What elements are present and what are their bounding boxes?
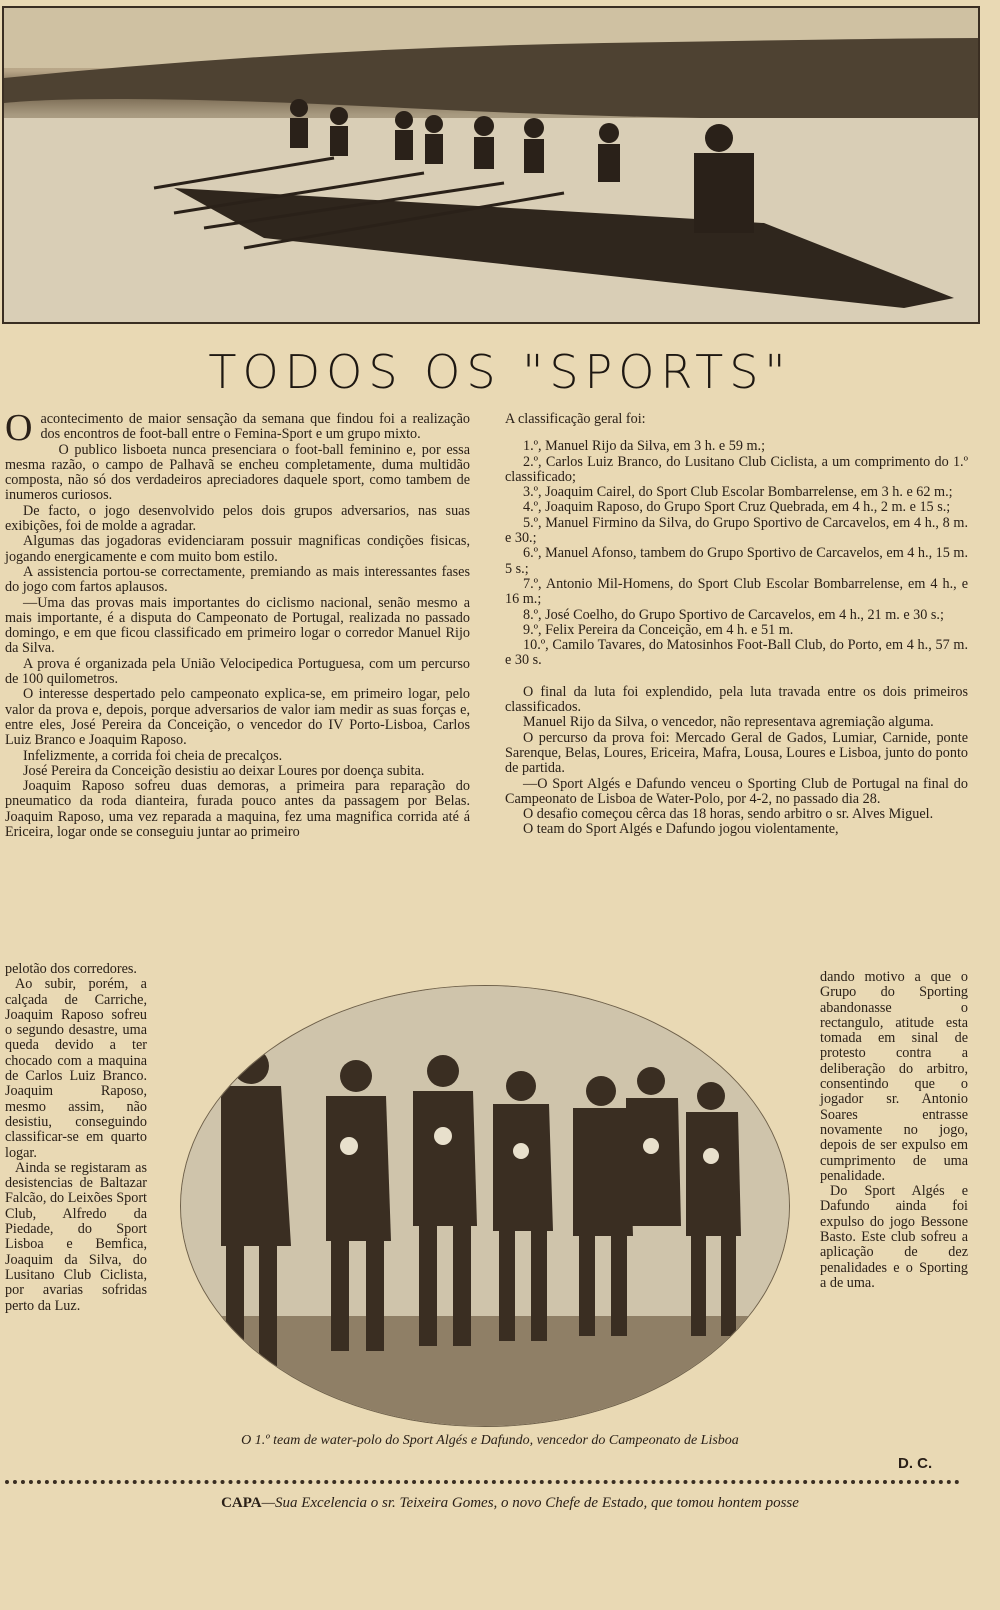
headline: TODOS OS "SPORTS" (208, 345, 792, 399)
list-item: 7.º, Antonio Mil-Homens, do Sport Club Escolar Bombarrelense, em 4 h., e 16 m.; (505, 575, 968, 608)
paragraph: —Uma das provas mais importantes do ciclismo nacional, senão mesmo a mais importante, é a disputa do Campeonato de Portugal, realizada no passado domingo, e em que ficou classificado em primeiro logar o corredor Manuel Rijo da Silva. (5, 594, 470, 657)
paragraph: O desafio começou cêrca das 18 horas, sendo arbitro o sr. Alves Miguel. (523, 806, 934, 823)
paragraph: Infelizmente, a corrida foi cheia de precalços. (23, 747, 283, 764)
paragraph: O interesse despertado pelo campeonato explica-se, em primeiro logar, pelo valor da prova e, depois, porque adversarios de valor iam medir as suas forças e, entre eles, José Pereira da Conceição, o vencedor do IV Porto-Lisboa, Carlos Luiz Branco e Joaquim Raposo. (5, 686, 470, 749)
cover-label: CAPA (221, 1495, 262, 1511)
photo-caption: O 1.º team de water-polo do Sport Algés e Dafundo, vencedor do Campeonato de Lisboa (241, 1433, 739, 1448)
list-item: 3.º, Joaquim Cairel, do Sport Club Escolar Bombarrelense, em 3 h. e 62 m.; (523, 484, 953, 501)
cover-caption (110, 1495, 910, 1512)
paragraph: O team do Sport Algés e Dafundo jogou violentamente, (523, 821, 839, 838)
classification-list (505, 439, 968, 668)
classification-intro: A classificação geral foi: (505, 411, 646, 427)
paragraph: O publico lisboeta nunca presenciara o foot-ball feminino e, por essa mesma razão, o campo de Palhavã se encheu completamente, duma multidão composta, não só dos verdadeiros apreciadores daquele sport, como tambem de inumeros curiosos. (5, 441, 470, 504)
list-item: 8.º, José Coelho, do Grupo Sportivo de Carcavelos, em 4 h., 21 m. e 30 s.; (523, 606, 944, 623)
drop-cap: O (5, 407, 33, 449)
paragraph: —O Sport Algés e Dafundo venceu o Sporting Club de Portugal na final do Campeonato de Lisboa de Water-Polo, por 4-2, no passado dia 28. (505, 775, 968, 807)
paragraph: Do Sport Algés e Dafundo ainda foi expulso do jogo Bessone Basto. Este club sofreu a aplicação de dez penalidades e o Sporting a de uma. (820, 1183, 968, 1291)
cover-caption-text: —Sua Excelencia o sr. Teixeira Gomes, o novo Chefe de Estado, que tomou hontem posse (261, 1495, 799, 1511)
author-signature: D. C. (898, 1455, 933, 1472)
lead-paragraph: Oacontecimento de maior sensação da semana que findou foi a realização dos encontros de foot-ball entre o Femina-Sport e um grupo mixto. (5, 407, 470, 449)
paragraph: A prova é organizada pela União Velocipedica Portuguesa, com um percurso de 100 quilometros. (5, 655, 470, 688)
paragraph: Ao subir, porém, a calçada de Carriche, Joaquim Raposo sofreu o segundo desastre, uma queda devido a ter chocado com a maquina de Carlos Luiz Branco. Joaquim Raposo, mesmo assim, não desistiu, conseguindo classificar-se em quarto logar. (5, 976, 147, 1161)
paragraph: De facto, o jogo desenvolvido pelos dois grupos adversarios, nas suas exibições, foi de molde a agradar. (5, 502, 470, 535)
paragraph: O percurso da prova foi: Mercado Geral de Gados, Lumiar, Carnide, ponte Sarenque, Belas, Loures, Ericeira, Mafra, Lousa, Loures e Lisboa, junto do ponto de partida. (505, 729, 968, 777)
list-item: 6.º, Manuel Afonso, tambem do Grupo Sportivo de Carcavelos, em 4 h., 15 m. 5 s.; (505, 545, 968, 577)
list-item: 2.º, Carlos Luiz Branco, do Lusitano Club Ciclista, a um comprimento do 1.º classificado; (505, 453, 968, 485)
water-polo-team-photo (180, 985, 790, 1427)
rowing-photo (2, 6, 980, 324)
right-narrow-column (820, 970, 968, 1291)
list-item: 1.º, Manuel Rijo da Silva, em 3 h. e 59 m.; (523, 438, 766, 455)
list-item: 5.º, Manuel Firmino da Silva, do Grupo Sportivo de Carcavelos, em 4 h., 8 m. e 30.; (505, 514, 968, 547)
right-column (505, 412, 968, 838)
paragraph: O final da luta foi explendido, pela luta travada entre os dois primeiros classificados. (505, 683, 968, 716)
left-column (5, 407, 470, 841)
divider (5, 1480, 960, 1488)
paragraph: Ainda se registaram as desistencias de Baltazar Falcão, do Leixões Sport Club, Alfredo da Piedade, do Sport Lisboa e Bemfica, Joaquim da Silva, do Lusitano Club Ciclista, por avarias sofridas perto da Luz. (5, 1159, 147, 1314)
left-narrow-column (5, 962, 147, 1314)
list-item: 10.º, Camilo Tavares, do Matosinhos Foot-Ball Club, do Porto, em 4 h., 57 m. e 30 s. (505, 637, 968, 669)
paragraph: Joaquim Raposo sofreu duas demoras, a primeira para reparação do pneumatico da roda dianteira, furada pouco antes da passagem por Belas. Joaquim Raposo, uma vez reparada a maquina, fez uma magnifica corrida até á Ericeira, logar onde se conseguiu juntar ao primeiro (5, 778, 470, 841)
paragraph: dando motivo a que o Grupo do Sporting abandonasse o rectangulo, atitude esta tomada em sinal de protesto contra a deliberação do arbitro, consentindo que o jogador sr. Antonio Soares entrasse novamente no jogo, depois de ser expulso em cumprimento de uma penalidade. (820, 969, 968, 1184)
paragraph: A assistencia portou-se correctamente, premiando as mais interessantes fases do jogo com fartos aplausos. (5, 563, 470, 596)
paragraph: Algumas das jogadoras evidenciaram possuir magnificas condições fisicas, jogando energicamente e com muito bom estilo. (5, 533, 470, 565)
paragraph: pelotão dos corredores. (5, 961, 137, 977)
list-item: 4.º, Joaquim Raposo, do Grupo Sport Cruz Quebrada, em 4 h., 2 m. e 15 s.; (523, 499, 951, 516)
paragraph: José Pereira da Conceição desistiu ao deixar Loures por doença subita. (23, 762, 425, 779)
list-item: 9.º, Felix Pereira da Conceição, em 4 h. e 51 m. (523, 621, 794, 638)
paragraph: Manuel Rijo da Silva, o vencedor, não representava agremiação alguma. (523, 714, 934, 731)
